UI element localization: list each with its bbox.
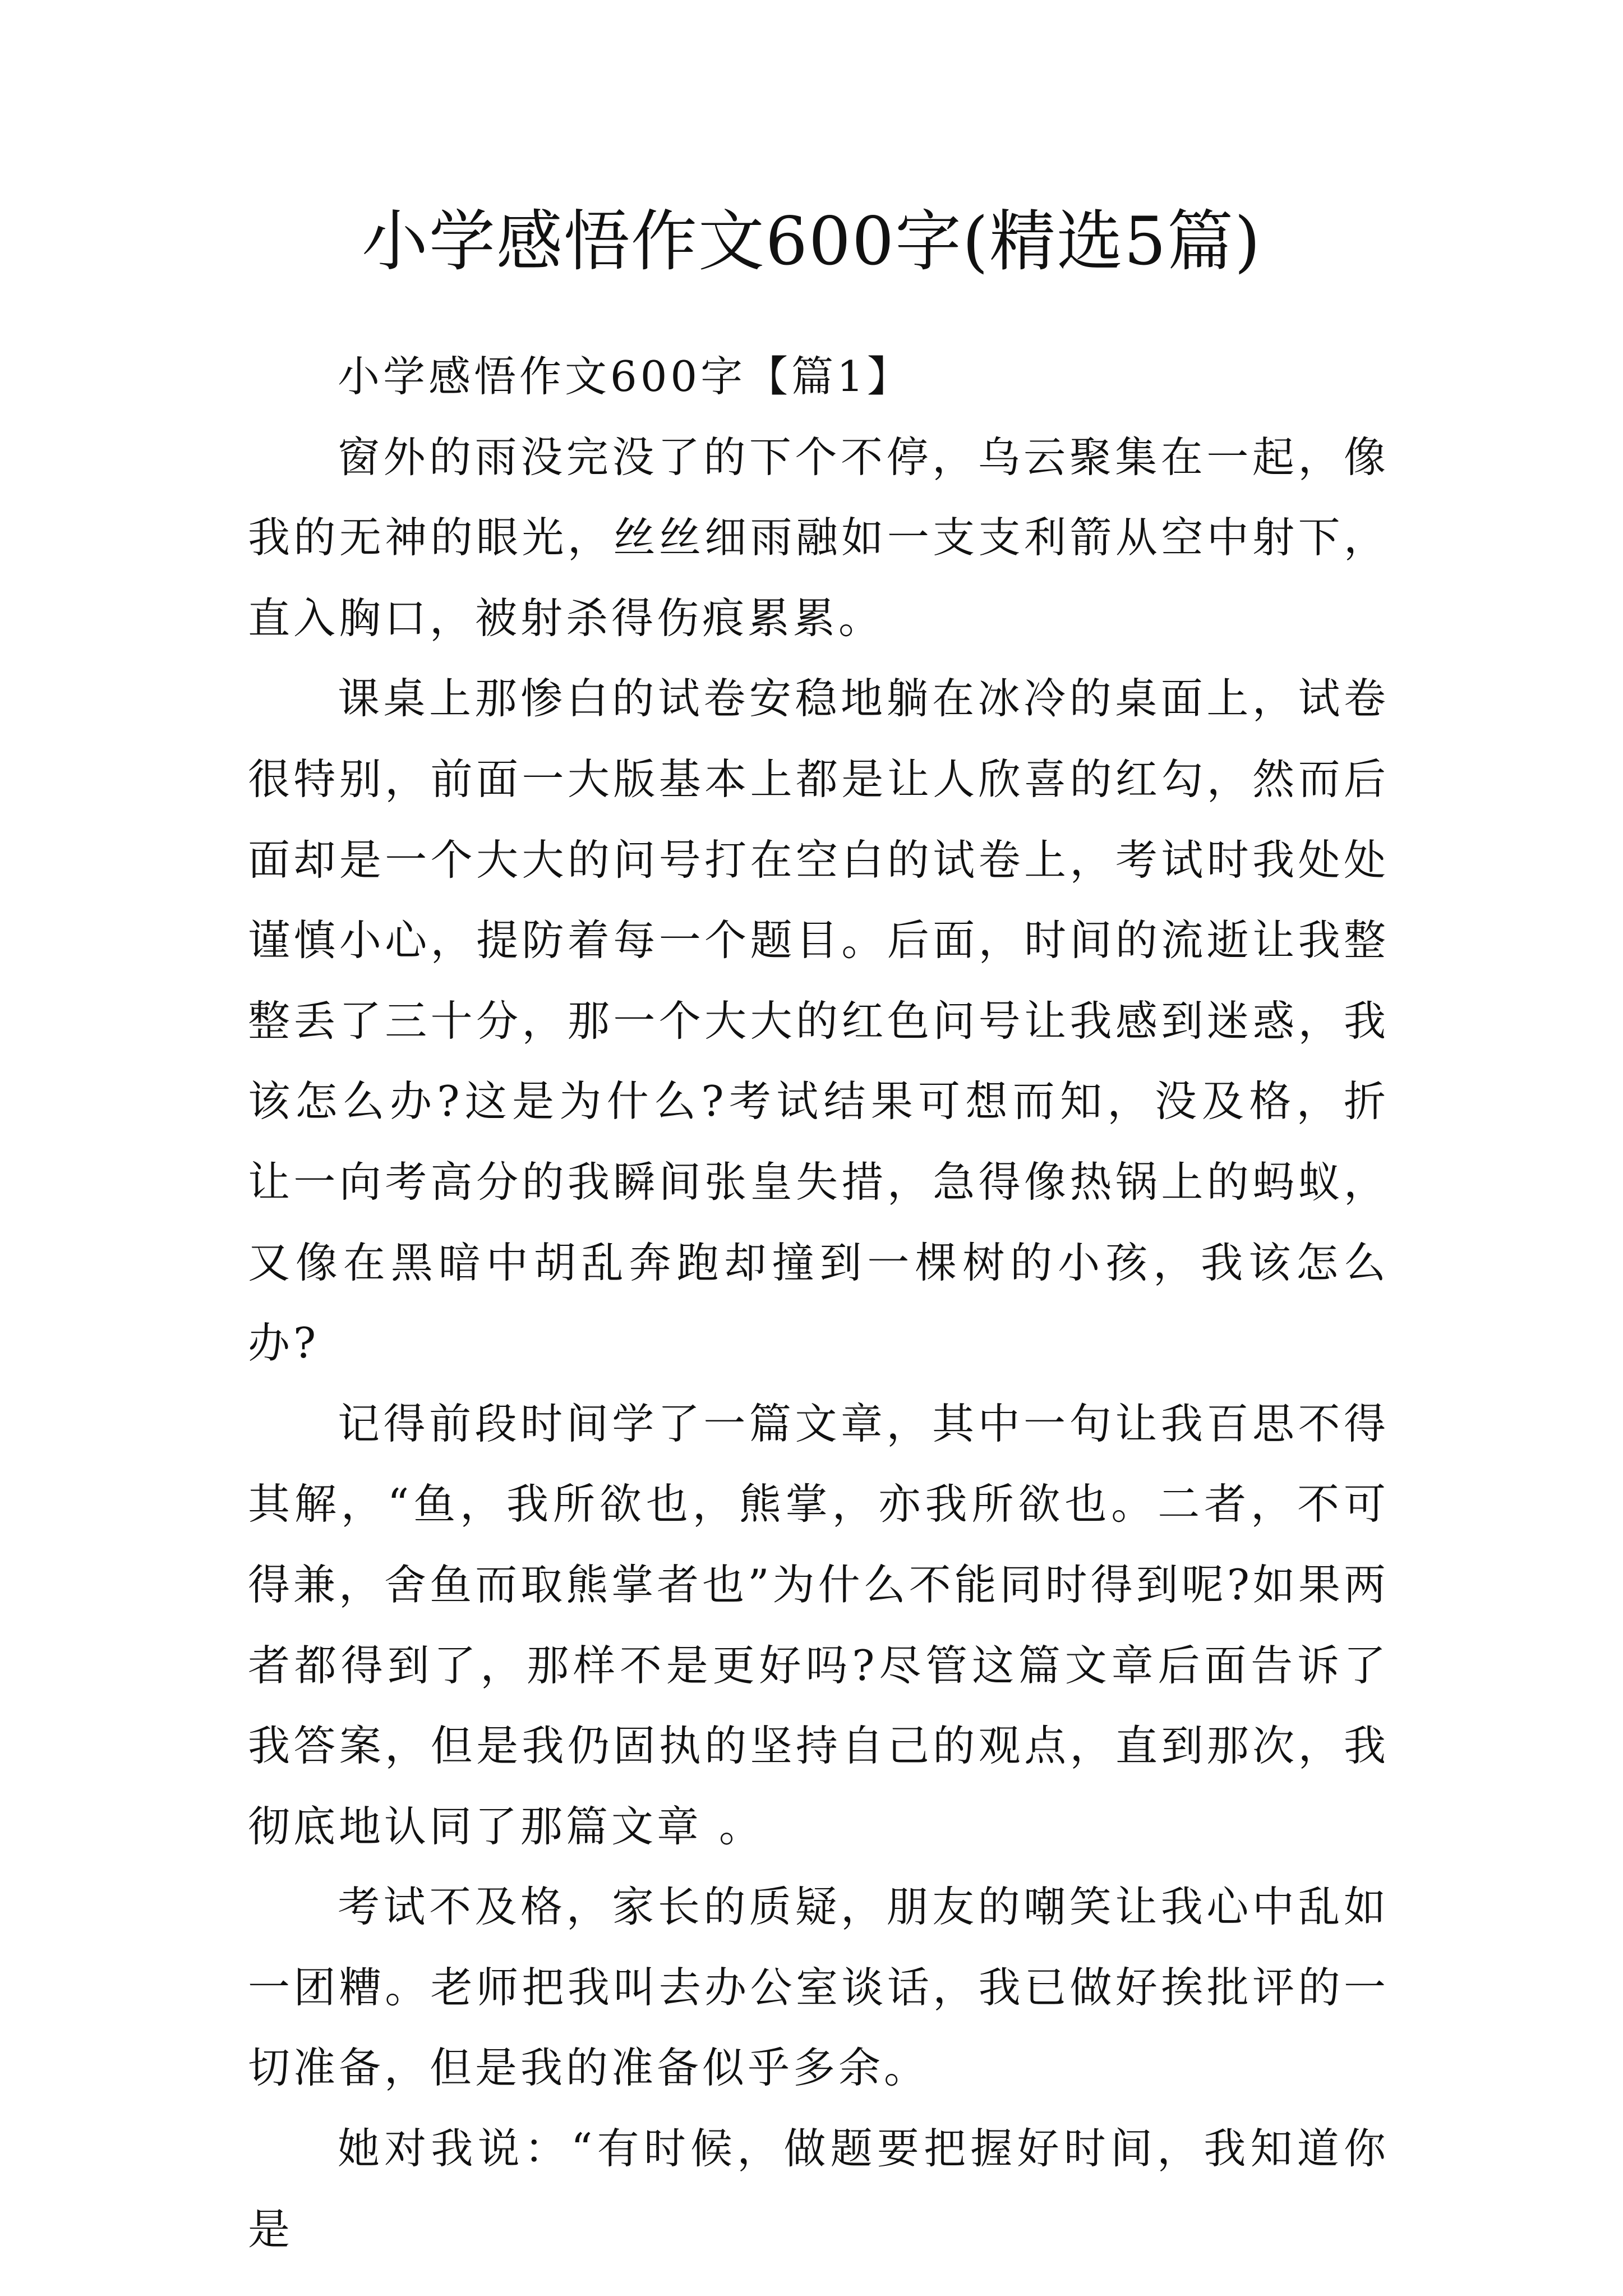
paragraph: 她对我说：“有时候，做题要把握好时间，我知道你是	[248, 2124, 1389, 2254]
paragraph: 记得前段时间学了一篇文章，其中一句让我百思不得其解，“鱼，我所欲也，熊掌，亦我所欲也。二者，不可得兼，舍鱼而取熊掌者也”为什么不能同时得到呢?如果两者都得到了，那样不是更好吗?尽管这篇文章后面告诉了我答案，但是我仍固执的坚持自己的观点，直到那次，我彻底地认同了那篇文章 。	[248, 1398, 1389, 1851]
paragraph: 课桌上那惨白的试卷安稳地躺在冰冷的桌面上，试卷很特别，前面一大版基本上都是让人欣喜的红勾，然而后面却是一个大大的问号打在空白的试卷上，考试时我处处谨慎小心，提防着每一个题目。后面，时间的流逝让我整整丢了三十分，那一个大大的红色问号让我感到迷惑，我该怎么办?这是为什么?考试结果可想而知，没及格，折让一向考高分的我瞬间张皇失措，急得像热锅上的蚂蚁，又像在黑暗中胡乱奔跑却撞到一棵树的小孩，我该怎么办?	[248, 674, 1389, 1368]
section-heading: 小学感悟作文600字【篇1】	[338, 352, 912, 401]
document-title: 小学感悟作文600字(精选5篇)	[361, 203, 1262, 280]
paragraph: 考试不及格，家长的质疑，朋友的嘲笑让我心中乱如一团糟。老师把我叫去办公室谈话，我已做好挨批评的一切准备，但是我的准备似乎多余。	[248, 1882, 1389, 2093]
paragraph: 窗外的雨没完没了的下个不停，乌云聚集在一起，像我的无神的眼光，丝丝细雨融如一支支利箭从空中射下，直入胸口，被射杀得伤痕累累。	[248, 432, 1389, 643]
document-body	[248, 337, 1389, 2270]
